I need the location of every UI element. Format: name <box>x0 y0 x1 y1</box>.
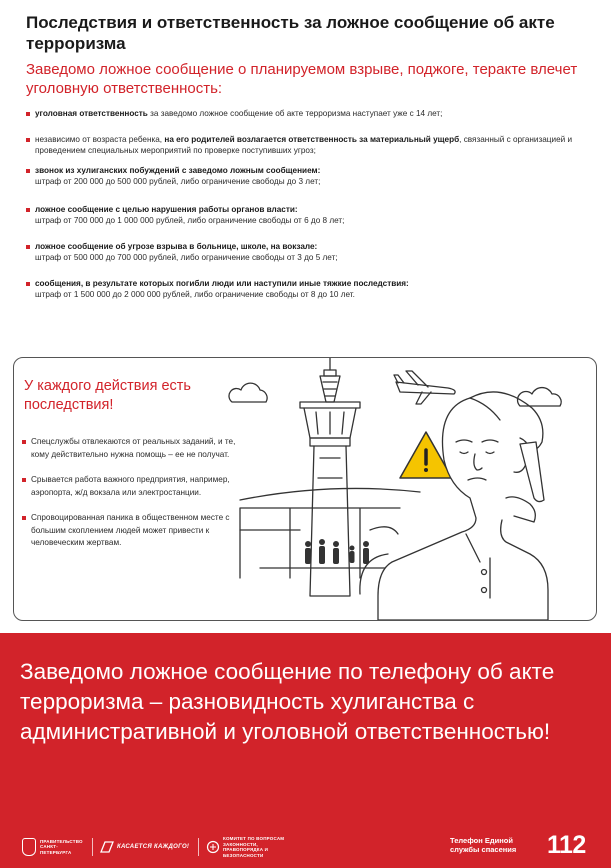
logo-label: КАСАЕТСЯ КАЖДОГО! <box>117 844 190 850</box>
banner-text: Заведомо ложное сообщение по телефону об акте терроризма – разновидность хулиганства с административной и уголовной ответственностью! <box>20 659 555 744</box>
liability-list <box>26 108 596 301</box>
phone-label: Телефон Единой службы спасения <box>450 836 517 854</box>
consequences-list <box>22 436 252 563</box>
fact-bold: уголовная ответственность <box>35 109 148 118</box>
fact-bold: ложное сообщение об угрозе взрыва в больнице, школе, на вокзале: <box>35 241 318 251</box>
list-item <box>26 165 596 188</box>
cloud-icon <box>518 388 562 406</box>
caller-illustration <box>220 358 596 620</box>
government-logo <box>22 836 83 858</box>
bullet-icon <box>26 138 30 142</box>
fact-bold: на его родителей возлагается ответственность за материальный ущерб <box>164 134 460 144</box>
person-illustration <box>360 392 548 620</box>
bullet-icon <box>26 245 30 249</box>
cloud-icon <box>229 383 267 402</box>
fact-text: за заведомо ложное сообщение об акте терроризма наступает уже с 14 лет; <box>147 109 443 118</box>
fact-text: штраф от 200 000 до 500 000 рублей, либо ограничение свободы до 3 лет; <box>35 177 321 186</box>
fact-bold: ложное сообщение с целью нарушения работы органов власти: <box>35 204 298 214</box>
divider <box>92 838 93 856</box>
phone-number[interactable]: 112 <box>547 831 586 859</box>
airplane-icon <box>394 371 455 404</box>
emblem-icon <box>22 838 36 856</box>
list-item <box>22 436 252 461</box>
page-title: Последствия и ответственность за ложное сообщение об акте терроризма <box>26 13 555 53</box>
fact-lead: независимо от возраста ребенка, <box>35 134 165 144</box>
consequence-text: Срывается работа важного предприятия, например, аэропорта, ж/д вокзала или электростанции. <box>31 475 230 497</box>
list-item <box>26 134 596 157</box>
divider <box>198 838 199 856</box>
bullet-icon <box>26 208 30 212</box>
fact-bold: сообщения, в результате которых погибли люди или наступили иные тяжкие последствия: <box>35 278 409 288</box>
list-item <box>26 278 596 301</box>
fact-text: , связанный с организацией и проведением специальных мероприятий по проверке поступивших угроз; <box>35 134 573 155</box>
flag-icon <box>100 841 114 853</box>
bullet-icon <box>22 478 26 482</box>
campaign-logo <box>100 836 189 858</box>
page-subtitle: Заведомо ложное сообщение о планируемом взрыве, поджоге, теракте влечет уголовную ответственность: <box>26 61 578 97</box>
fact-text: штраф от 1 500 000 до 2 000 000 рублей, либо ограничение свободы от 8 до 10 лет. <box>35 290 355 299</box>
consequences-title: У каждого действия есть последствия! <box>24 378 191 413</box>
fact-bold: звонок из хулиганских побуждений с заведомо ложным сообщением: <box>35 165 321 175</box>
bullet-icon <box>22 516 26 520</box>
logo-label: ПРАВИТЕЛЬСТВО САНКТ-ПЕТЕРБУРГА <box>40 838 83 855</box>
list-item <box>26 108 596 120</box>
list-item <box>26 241 596 264</box>
committee-logo <box>206 836 285 858</box>
logo-label: КОМИТЕТ ПО ВОПРОСАМ ЗАКОННОСТИ, ПРАВОПОРЯДКА И БЕЗОПАСНОСТИ <box>223 836 285 858</box>
bullet-icon <box>22 440 26 444</box>
consequence-text: Спровоцированная паника в общественном месте с большим скоплением людей может привести к человеческим жертвам. <box>31 513 230 547</box>
bullet-icon <box>26 282 30 286</box>
consequence-text: Спецслужбы отвлекаются от реальных заданий, и те, кому действительно нужна помощь – ее не получат. <box>31 437 236 459</box>
list-item <box>26 204 596 227</box>
bullet-icon <box>26 112 30 116</box>
list-item <box>22 474 252 499</box>
list-item <box>22 512 252 550</box>
fact-text: штраф от 700 000 до 1 000 000 рублей, либо ограничение свободы от 6 до 8 лет; <box>35 216 345 225</box>
committee-emblem-icon <box>206 840 220 854</box>
bullet-icon <box>26 169 30 173</box>
fact-text: штраф от 500 000 до 700 000 рублей, либо ограничение свободы от 3 до 5 лет; <box>35 253 338 262</box>
